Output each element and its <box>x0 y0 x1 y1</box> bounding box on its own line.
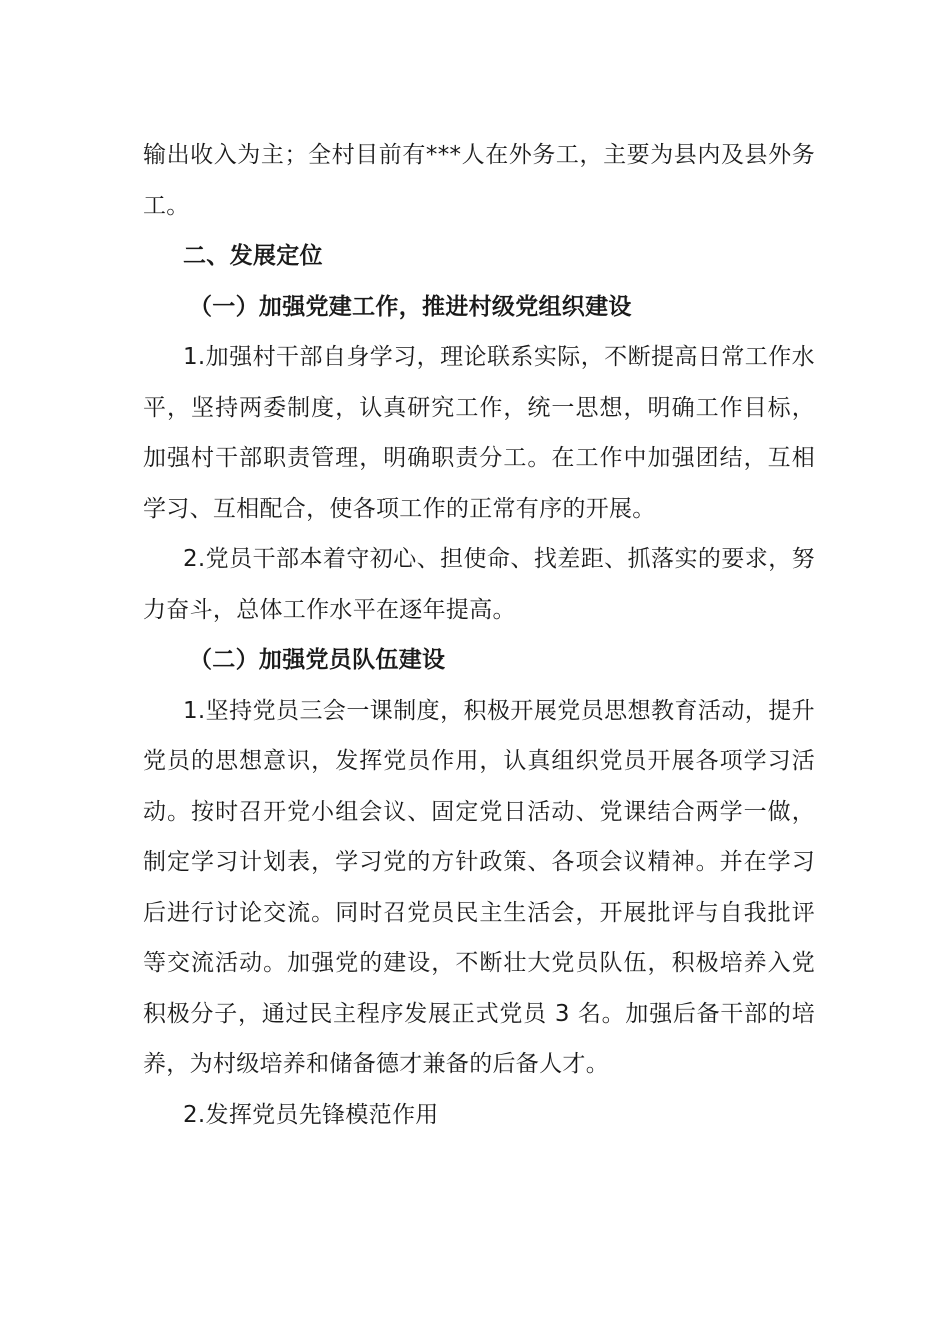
body-paragraph: 1.坚持党员三会一课制度，积极开展党员思想教育活动，提升党员的思想意识，发挥党员作用，认真组织党员开展各项学习活动。按时召开党小组会议、固定党日活动、党课结合两学一做，制定学习计划表，学习党的方针政策、各项会议精神。并在学习后进行讨论交流。同时召党员民主生活会，开展批评与自我批评等交流活动。加强党的建设，不断壮大党员队伍，积极培养入党积极分子，通过民主程序发展正式党员 3 名。加强后备干部的培养，为村级培养和储备德才兼备的后备人才。 <box>143 697 815 1077</box>
document-body <box>143 130 815 1140</box>
body-paragraph: 2.发挥党员先锋模范作用 <box>183 1101 439 1128</box>
subsection-heading-party-member-team: （二）加强党员队伍建设 <box>189 647 446 673</box>
body-paragraph: 1.加强村干部自身学习，理论联系实际，不断提高日常工作水平，坚持两委制度，认真研究工作，统一思想，明确工作目标，加强村干部职责管理，明确职责分工。在工作中加强团结，互相学习、互相配合，使各项工作的正常有序的开展。 <box>143 344 815 522</box>
continuation-paragraph: 输出收入为主；全村目前有***人在外务工，主要为县内及县外务工。 <box>143 142 815 219</box>
subsection-heading-party-building: （一）加强党建工作，推进村级党组织建设 <box>189 293 632 320</box>
body-paragraph: 2.党员干部本着守初心、担使命、找差距、抓落实的要求，努力奋斗，总体工作水平在逐年提高。 <box>143 546 815 623</box>
section-heading-development-positioning: 二、发展定位 <box>183 243 323 269</box>
